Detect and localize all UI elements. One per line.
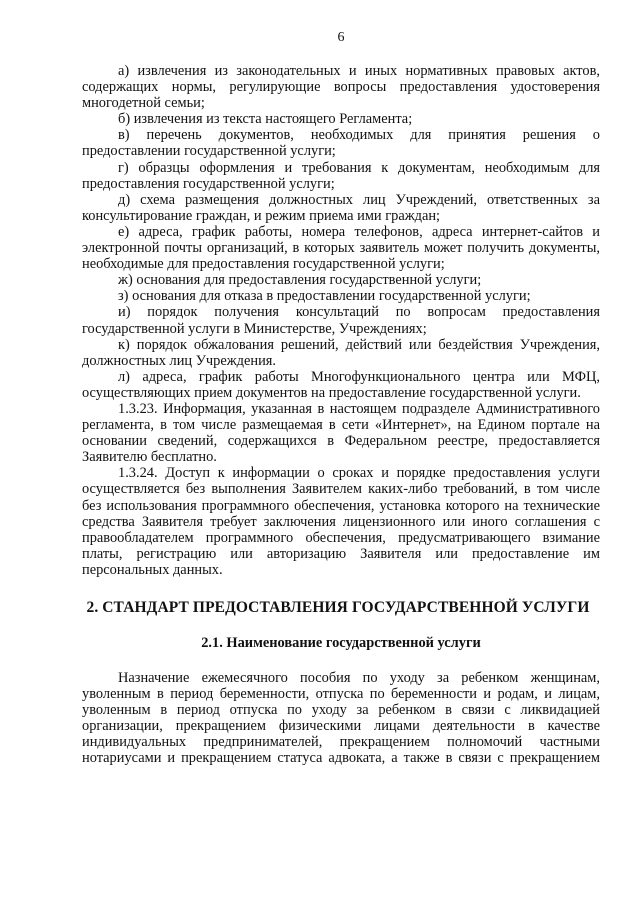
document-page: [82, 30, 600, 767]
clause-1-3-23: 1.3.23. Информация, указанная в настоящем подразделе Административного регламента, в том числе размещаемая в сети «Интернет», на Едином портале на основании сведений, содержащихся в Федеральном реестре, предоставляется Заявителю бесплатно.: [82, 400, 600, 466]
list-item-l: л) адреса, график работы Многофункционального центра или МФЦ, осуществляющих прием документов на предоставление государственной услуги.: [82, 368, 600, 401]
list-item-g: г) образцы оформления и требования к документам, необходимым для предоставления государственной услуги;: [82, 159, 600, 192]
subsection-heading: 2.1. Наименование государственной услуги: [201, 635, 481, 651]
list-item-d: д) схема размещения должностных лиц Учреждений, ответственных за консультирование граждан, и режим приема ими граждан;: [82, 191, 600, 224]
list-item-b: б) извлечения из текста настоящего Регламента;: [118, 111, 413, 128]
page-number: 6: [337, 30, 345, 45]
section-heading: 2. СТАНДАРТ ПРЕДОСТАВЛЕНИЯ ГОСУДАРСТВЕННОЙ УСЛУГИ: [86, 599, 590, 616]
clause-1-3-24: 1.3.24. Доступ к информации о сроках и порядке предоставления услуги осуществляется без выполнения Заявителем каких-либо требований, в том числе без использования программного обеспечения, установка которого на технические средства Заявителя требует заключения лицензионного или иного соглашения с правообладателем программного обеспечения, предусматривающего взимание платы, регистрацию или авторизацию Заявителя или предоставление им персональных данных.: [82, 465, 600, 578]
list-item-v: в) перечень документов, необходимых для принятия решения о предоставлении государственной услуги;: [82, 127, 600, 160]
list-item-i: и) порядок получения консультаций по вопросам предоставления государственной услуги в Министерстве, Учреждениях;: [82, 304, 600, 337]
list-item-a: а) извлечения из законодательных и иных нормативных правовых актов, содержащих нормы, регулирующие вопросы предоставления удостоверения многодетной семьи;: [82, 63, 600, 112]
list-item-zh: ж) основания для предоставления государственной услуги;: [118, 272, 482, 289]
list-item-k: к) порядок обжалования решений, действий или бездействия Учреждения, должностных лиц Учреждения.: [82, 336, 600, 369]
section-body-paragraph: Назначение ежемесячного пособия по уходу за ребенком женщинам, уволенным в период беременности, отпуска по беременности и родам, и лицам, уволенным в период отпуска по уходу за ребенком в связи с ликвидацией организации, прекращением физическими лицами деятельности в качестве индивидуальных предпринимателей, прекращением полномочий частными нотариусами и прекращением статуса адвоката, а также в связи с прекращением: [82, 670, 600, 767]
list-item-e: е) адреса, график работы, номера телефонов, адреса интернет-сайтов и электронной почты организаций, в которых заявитель может получить документы, необходимые для предоставления государственной услуги;: [82, 223, 600, 273]
list-item-z: з) основания для отказа в предоставлении государственной услуги;: [118, 288, 531, 305]
